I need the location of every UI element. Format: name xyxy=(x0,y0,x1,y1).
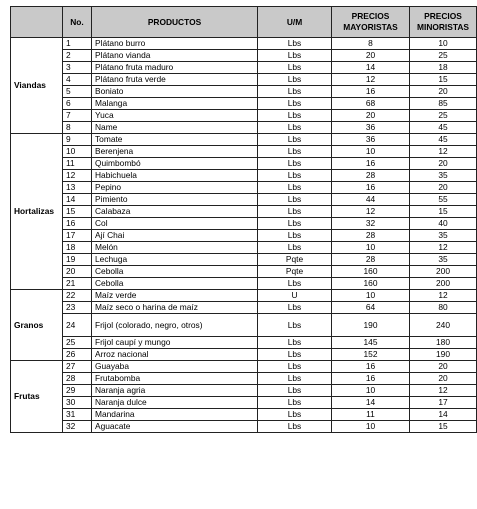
unit-of-measure: Lbs xyxy=(258,158,332,170)
retail-price: 80 xyxy=(410,302,477,314)
header-wholesale-prices: PRECIOS MAYORISTAS xyxy=(332,7,410,38)
table-row xyxy=(11,314,477,337)
unit-of-measure: Lbs xyxy=(258,74,332,86)
unit-of-measure: Lbs xyxy=(258,421,332,433)
table-row xyxy=(11,110,477,122)
row-number: 13 xyxy=(63,182,92,194)
row-number: 16 xyxy=(63,218,92,230)
table-row xyxy=(11,385,477,397)
wholesale-price: 16 xyxy=(332,86,410,98)
wholesale-price: 10 xyxy=(332,290,410,302)
row-number: 17 xyxy=(63,230,92,242)
retail-price: 40 xyxy=(410,218,477,230)
retail-price: 180 xyxy=(410,337,477,349)
row-number: 3 xyxy=(63,62,92,74)
wholesale-price: 14 xyxy=(332,62,410,74)
retail-price: 35 xyxy=(410,170,477,182)
wholesale-price: 10 xyxy=(332,242,410,254)
table-row xyxy=(11,170,477,182)
unit-of-measure: Lbs xyxy=(258,397,332,409)
unit-of-measure: Pqte xyxy=(258,254,332,266)
unit-of-measure: Lbs xyxy=(258,278,332,290)
wholesale-price: 10 xyxy=(332,421,410,433)
table-row xyxy=(11,194,477,206)
product-name: Quimbombó xyxy=(92,158,258,170)
retail-price: 25 xyxy=(410,110,477,122)
wholesale-price: 160 xyxy=(332,266,410,278)
wholesale-price: 16 xyxy=(332,361,410,373)
retail-price: 35 xyxy=(410,254,477,266)
wholesale-price: 20 xyxy=(332,110,410,122)
row-number: 26 xyxy=(63,349,92,361)
table-row xyxy=(11,38,477,50)
header-retail-prices: PRECIOS MINORISTAS xyxy=(410,7,477,38)
unit-of-measure: Lbs xyxy=(258,230,332,242)
wholesale-price: 152 xyxy=(332,349,410,361)
unit-of-measure: Lbs xyxy=(258,38,332,50)
wholesale-price: 36 xyxy=(332,134,410,146)
product-name: Lechuga xyxy=(92,254,258,266)
unit-of-measure: Lbs xyxy=(258,86,332,98)
table-body xyxy=(11,38,477,433)
product-name: Maíz seco o harina de maíz xyxy=(92,302,258,314)
header-unit: U/M xyxy=(258,7,332,38)
table-row xyxy=(11,302,477,314)
unit-of-measure: Lbs xyxy=(258,373,332,385)
unit-of-measure: Lbs xyxy=(258,242,332,254)
header-row xyxy=(11,7,477,38)
category-cell: Hortalizas xyxy=(11,134,63,290)
row-number: 12 xyxy=(63,170,92,182)
retail-price: 12 xyxy=(410,242,477,254)
row-number: 20 xyxy=(63,266,92,278)
unit-of-measure: Lbs xyxy=(258,206,332,218)
wholesale-price: 28 xyxy=(332,254,410,266)
unit-of-measure: Lbs xyxy=(258,110,332,122)
wholesale-price: 32 xyxy=(332,218,410,230)
retail-price: 190 xyxy=(410,349,477,361)
product-name: Name xyxy=(92,122,258,134)
retail-price: 12 xyxy=(410,290,477,302)
table-row xyxy=(11,206,477,218)
table-row xyxy=(11,158,477,170)
wholesale-price: 68 xyxy=(332,98,410,110)
product-name: Guayaba xyxy=(92,361,258,373)
table-row xyxy=(11,230,477,242)
row-number: 7 xyxy=(63,110,92,122)
unit-of-measure: Lbs xyxy=(258,62,332,74)
table-row xyxy=(11,278,477,290)
wholesale-price: 16 xyxy=(332,182,410,194)
table-row xyxy=(11,134,477,146)
product-name: Plátano vianda xyxy=(92,50,258,62)
row-number: 24 xyxy=(63,314,92,337)
retail-price: 15 xyxy=(410,421,477,433)
wholesale-price: 16 xyxy=(332,158,410,170)
row-number: 30 xyxy=(63,397,92,409)
wholesale-price: 8 xyxy=(332,38,410,50)
category-cell: Granos xyxy=(11,290,63,361)
unit-of-measure: Lbs xyxy=(258,337,332,349)
retail-price: 20 xyxy=(410,158,477,170)
price-table xyxy=(10,6,477,433)
row-number: 6 xyxy=(63,98,92,110)
retail-price: 55 xyxy=(410,194,477,206)
unit-of-measure: Pqte xyxy=(258,266,332,278)
table-row xyxy=(11,74,477,86)
row-number: 14 xyxy=(63,194,92,206)
retail-price: 25 xyxy=(410,50,477,62)
table-row xyxy=(11,182,477,194)
table-row xyxy=(11,266,477,278)
retail-price: 15 xyxy=(410,74,477,86)
row-number: 2 xyxy=(63,50,92,62)
retail-price: 10 xyxy=(410,38,477,50)
table-row xyxy=(11,397,477,409)
unit-of-measure: Lbs xyxy=(258,170,332,182)
retail-price: 18 xyxy=(410,62,477,74)
row-number: 4 xyxy=(63,74,92,86)
wholesale-price: 20 xyxy=(332,50,410,62)
row-number: 5 xyxy=(63,86,92,98)
product-name: Melón xyxy=(92,242,258,254)
row-number: 1 xyxy=(63,38,92,50)
retail-price: 200 xyxy=(410,266,477,278)
retail-price: 20 xyxy=(410,361,477,373)
retail-price: 85 xyxy=(410,98,477,110)
retail-price: 17 xyxy=(410,397,477,409)
retail-price: 20 xyxy=(410,182,477,194)
unit-of-measure: Lbs xyxy=(258,385,332,397)
wholesale-price: 36 xyxy=(332,122,410,134)
retail-price: 15 xyxy=(410,206,477,218)
table-row xyxy=(11,242,477,254)
unit-of-measure: Lbs xyxy=(258,134,332,146)
unit-of-measure: Lbs xyxy=(258,122,332,134)
wholesale-price: 14 xyxy=(332,397,410,409)
row-number: 9 xyxy=(63,134,92,146)
row-number: 8 xyxy=(63,122,92,134)
wholesale-price: 145 xyxy=(332,337,410,349)
row-number: 21 xyxy=(63,278,92,290)
unit-of-measure: Lbs xyxy=(258,409,332,421)
table-row xyxy=(11,62,477,74)
unit-of-measure: Lbs xyxy=(258,194,332,206)
table-row xyxy=(11,409,477,421)
unit-of-measure: Lbs xyxy=(258,218,332,230)
row-number: 22 xyxy=(63,290,92,302)
row-number: 18 xyxy=(63,242,92,254)
unit-of-measure: U xyxy=(258,290,332,302)
row-number: 29 xyxy=(63,385,92,397)
product-name: Pepino xyxy=(92,182,258,194)
table-row xyxy=(11,337,477,349)
product-name: Plátano fruta verde xyxy=(92,74,258,86)
table-row xyxy=(11,421,477,433)
wholesale-price: 28 xyxy=(332,170,410,182)
row-number: 19 xyxy=(63,254,92,266)
product-name: Plátano burro xyxy=(92,38,258,50)
product-name: Frijol (colorado, negro, otros) xyxy=(92,314,258,337)
header-category xyxy=(11,7,63,38)
table-row xyxy=(11,373,477,385)
table-row xyxy=(11,50,477,62)
retail-price: 20 xyxy=(410,373,477,385)
table-row xyxy=(11,98,477,110)
product-name: Ají Chai xyxy=(92,230,258,242)
table-row xyxy=(11,254,477,266)
unit-of-measure: Lbs xyxy=(258,314,332,337)
retail-price: 35 xyxy=(410,230,477,242)
wholesale-price: 10 xyxy=(332,385,410,397)
unit-of-measure: Lbs xyxy=(258,302,332,314)
table-row xyxy=(11,122,477,134)
retail-price: 20 xyxy=(410,86,477,98)
product-name: Berenjena xyxy=(92,146,258,158)
table-row xyxy=(11,361,477,373)
table-row xyxy=(11,146,477,158)
table-row xyxy=(11,349,477,361)
row-number: 11 xyxy=(63,158,92,170)
product-name: Calabaza xyxy=(92,206,258,218)
wholesale-price: 12 xyxy=(332,74,410,86)
wholesale-price: 10 xyxy=(332,146,410,158)
product-name: Pimiento xyxy=(92,194,258,206)
table-row xyxy=(11,86,477,98)
row-number: 31 xyxy=(63,409,92,421)
wholesale-price: 44 xyxy=(332,194,410,206)
category-cell: Frutas xyxy=(11,361,63,433)
row-number: 28 xyxy=(63,373,92,385)
wholesale-price: 11 xyxy=(332,409,410,421)
unit-of-measure: Lbs xyxy=(258,361,332,373)
unit-of-measure: Lbs xyxy=(258,98,332,110)
header-number: No. xyxy=(63,7,92,38)
retail-price: 200 xyxy=(410,278,477,290)
row-number: 27 xyxy=(63,361,92,373)
product-name: Frijol caupí y mungo xyxy=(92,337,258,349)
product-name: Frutabomba xyxy=(92,373,258,385)
product-name: Naranja dulce xyxy=(92,397,258,409)
category-cell: Viandas xyxy=(11,38,63,134)
row-number: 25 xyxy=(63,337,92,349)
product-name: Naranja agria xyxy=(92,385,258,397)
header-products: PRODUCTOS xyxy=(92,7,258,38)
product-name: Boniato xyxy=(92,86,258,98)
wholesale-price: 12 xyxy=(332,206,410,218)
product-name: Aguacate xyxy=(92,421,258,433)
wholesale-price: 16 xyxy=(332,373,410,385)
product-name: Cebolla xyxy=(92,278,258,290)
product-name: Arroz nacional xyxy=(92,349,258,361)
table-row xyxy=(11,290,477,302)
row-number: 32 xyxy=(63,421,92,433)
unit-of-measure: Lbs xyxy=(258,50,332,62)
unit-of-measure: Lbs xyxy=(258,182,332,194)
product-name: Cebolla xyxy=(92,266,258,278)
product-name: Malanga xyxy=(92,98,258,110)
product-name: Maíz verde xyxy=(92,290,258,302)
product-name: Mandarina xyxy=(92,409,258,421)
table-row xyxy=(11,218,477,230)
retail-price: 45 xyxy=(410,122,477,134)
wholesale-price: 64 xyxy=(332,302,410,314)
row-number: 10 xyxy=(63,146,92,158)
retail-price: 240 xyxy=(410,314,477,337)
product-name: Habichuela xyxy=(92,170,258,182)
row-number: 15 xyxy=(63,206,92,218)
retail-price: 14 xyxy=(410,409,477,421)
wholesale-price: 160 xyxy=(332,278,410,290)
retail-price: 12 xyxy=(410,385,477,397)
unit-of-measure: Lbs xyxy=(258,146,332,158)
retail-price: 45 xyxy=(410,134,477,146)
table-header xyxy=(11,7,477,38)
product-name: Plátano fruta maduro xyxy=(92,62,258,74)
product-name: Tomate xyxy=(92,134,258,146)
row-number: 23 xyxy=(63,302,92,314)
retail-price: 12 xyxy=(410,146,477,158)
wholesale-price: 190 xyxy=(332,314,410,337)
product-name: Yuca xyxy=(92,110,258,122)
wholesale-price: 28 xyxy=(332,230,410,242)
unit-of-measure: Lbs xyxy=(258,349,332,361)
product-name: Col xyxy=(92,218,258,230)
